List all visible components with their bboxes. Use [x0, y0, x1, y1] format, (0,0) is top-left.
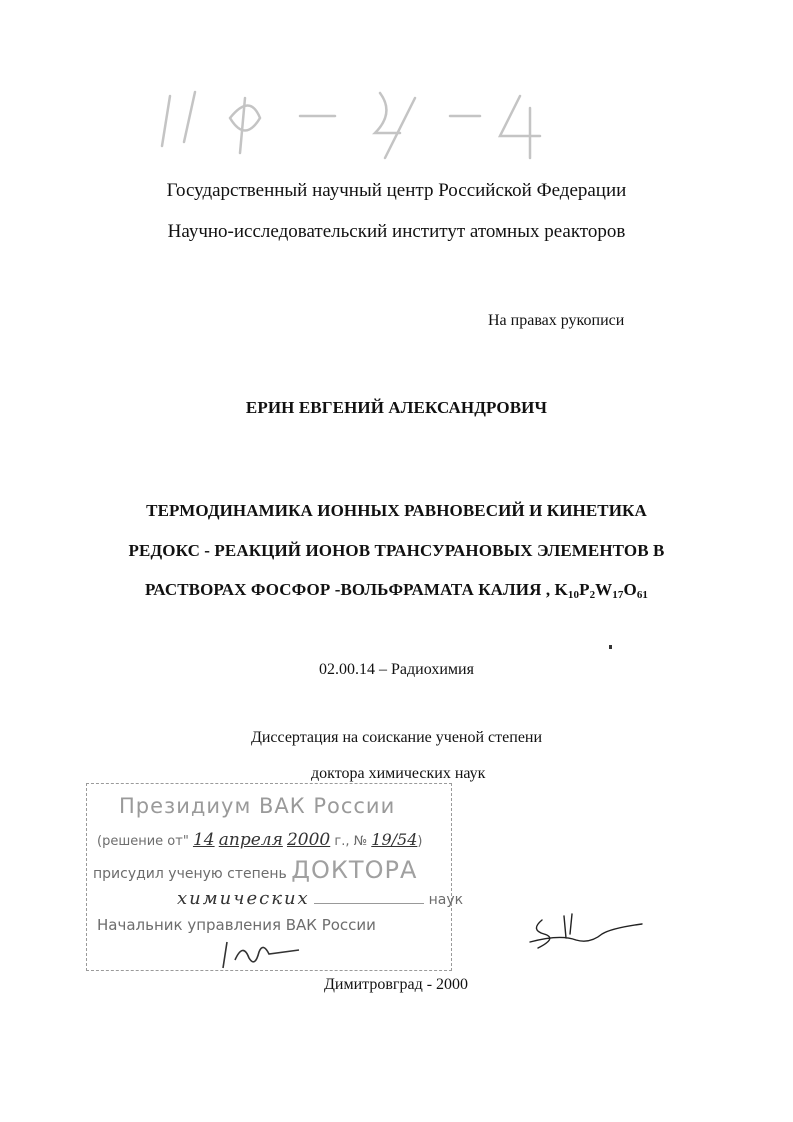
organization-line-2: Научно-исследовательский институт атомных реакторов	[167, 221, 626, 242]
stamp-signature	[217, 932, 337, 972]
stray-mark	[609, 645, 612, 649]
title-line-3	[0, 580, 793, 601]
archive-mark	[150, 88, 600, 168]
chemical-formula: $K_{10}P_2W_{17}O_{61}$	[554, 580, 649, 601]
stamp-head-line: Начальник управления ВАК России	[97, 916, 376, 934]
title-line-3-text: РАСТВОРАХ ФОСФОР -ВОЛЬФРАМАТА КАЛИЯ ,	[144, 580, 555, 599]
stamp-date-line: (решение от" 14 апреля 2000 г., № 19/54)	[97, 830, 423, 850]
vak-approval-stamp	[86, 783, 464, 971]
degree-line-1: Диссертация на соискание ученой степени	[250, 729, 543, 746]
stamp-title: Президиум ВАК России	[119, 794, 396, 818]
specialty: 02.00.14 – Радиохимия	[319, 661, 474, 678]
stamp-awarded-line: присудил ученую степень ДОКТОРА	[93, 856, 418, 884]
place-and-year: Димитровград - 2000	[324, 976, 469, 993]
title-line-2: РЕДОКС - РЕАКЦИЙ ИОНОВ ТРАНСУРАНОВЫХ ЭЛЕМЕНТОВ В	[128, 541, 665, 560]
organization-line-1: Государственный научный центр Российской Федерации	[166, 180, 627, 201]
author-name: ЕРИН ЕВГЕНИЙ АЛЕКСАНДРОВИЧ	[245, 398, 548, 417]
signature	[520, 912, 660, 962]
degree-line-2: доктора химических наук	[311, 765, 486, 782]
rights-note: На правах рукописи	[488, 312, 625, 329]
stamp-field-line: химических наук	[177, 888, 464, 909]
title-line-1: ТЕРМОДИНАМИКА ИОННЫХ РАВНОВЕСИЙ И КИНЕТИКА	[146, 501, 647, 520]
